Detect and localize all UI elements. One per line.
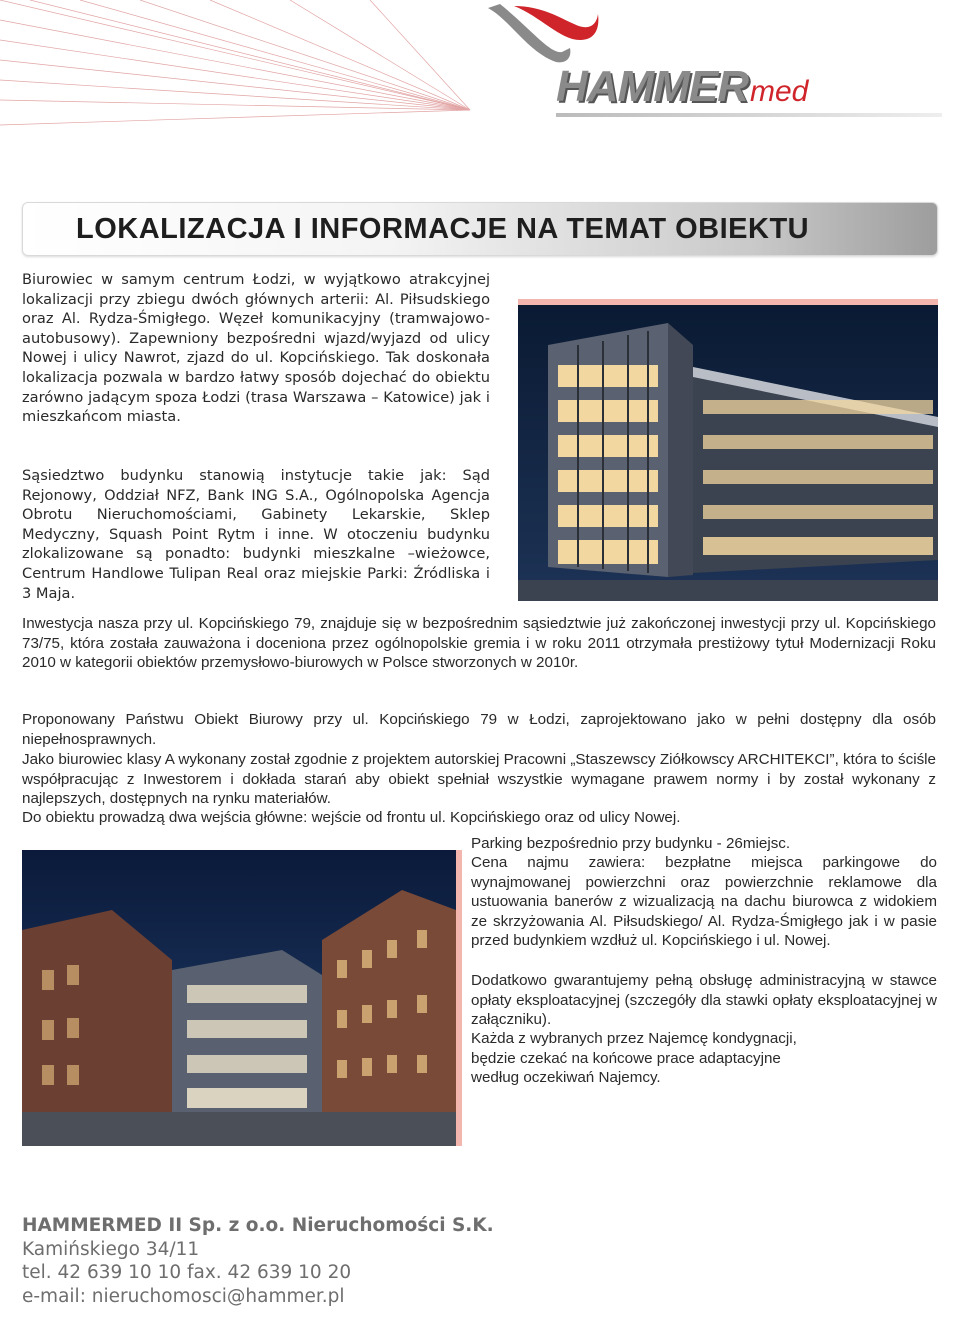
footer-phone: tel. 42 639 10 10 fax. 42 639 10 20 xyxy=(22,1262,352,1283)
footer-address: Kamińskiego 34/11 xyxy=(22,1238,200,1260)
building-photo-dusk xyxy=(22,850,456,1146)
page-title: LOKALIZACJA I INFORMACJE NA TEMAT OBIEKTU xyxy=(76,213,810,245)
location-paragraph: Biurowiec w samym centrum Łodzi, w wyjątkowo atrakcyjnej lokalizacji przy zbiegu dwóch głównych arterii: Al. Piłsudskiego oraz Al. Rydza-Śmigłego. Węzeł komunikacyjny (tramwajowo- autobusowy). Zapewniony bezpośredni wjazd/wyjazd od ulicy Nowej i ulicy Nawrot, zjazd do ul. Kopcińskiego. Tak doskonała lokalizacja pozwala w bardzo łatwy sposób dojechać do obiektu zarówno jadącym spoza Łodzi (trasa Warszawa – Katowice) jak i mieszkańcom miasta. xyxy=(22,271,490,426)
logo-underline xyxy=(556,113,942,117)
rent-paragraph: Cena najmu zawiera: bezpłatne miejsca parkingowe do wynajmowanej powierzchni oraz powierzchnie reklamowe dla ustuowania banerów z wizualizacją na dachu biurowca z widokiem ze skrzyżowania Al. Piłsudskiego/ Al. Rydza-Śmigłego jak i w pasie przed budynkiem wzdłuż ul. Kopcińskiego i ul. Nowej. xyxy=(471,854,937,950)
entrances-line: Do obiektu prowadzą dwa wejścia główne: wejście od frontu ul. Kopcińskiego oraz od ulicy Nowej. xyxy=(22,809,681,826)
logo-wordmark: HAMMER xyxy=(556,62,748,111)
adaptation-block xyxy=(471,1029,937,1088)
footer-email: e-mail: nieruchomosci@hammer.pl xyxy=(22,1285,345,1307)
class-a-paragraph: Jako biurowiec klasy A wykonany został zgodnie z projektem autorskiej Pracowni „Staszewscy Ziółkowscy ARCHITEKCI”, która to ściśle współpracując z Inwestorem i dokłada starań aby obiekt spełniał wszystkie wymagane prawem normy i by został wykonany z najlepszych, dostępnych na rynku materiałów. xyxy=(22,751,936,808)
accessibility-paragraph: Proponowany Państwu Obiekt Biurowy przy ul. Kopcińskiego 79 w Łodzi, zaprojektowano jako w pełni dostępny dla osób niepełnosprawnych. xyxy=(22,711,936,748)
building-photo-night xyxy=(518,305,938,601)
neighborhood-paragraph: Sąsiedztwo budynku stanowią instytucje takie jak: Sąd Rejonowy, Oddział NFZ, Bank ING S.A., Ogólnopolska Agencja Obrotu Nieruchomościami, Gabinety Lekarskie, Sklep Medyczny, Squash Point Rytm i inne. W otoczeniu budynku zlokalizowane są ponadto: budynki mieszkalne –wieżowce, Centrum Handlowe Tulipan Real oraz miejskie Parki: Źródliska i 3 Maja. xyxy=(22,467,490,602)
footer-contact xyxy=(22,1214,494,1308)
parking-line: Parking bezpośrednio przy budynku - 26miejsc. xyxy=(471,835,791,852)
adaptation-line: według oczekiwań Najemcy. xyxy=(471,1069,661,1087)
investment-paragraph: Inwestycja nasza przy ul. Kopcińskiego 79, znajduje się w bezpośrednim sąsiedztwie już zakończonej inwestycji przy ul. Kopcińskiego 73/75, która została zauważona i doceniona przez ogólnopolskie gremia i w roku 2011 otrzymała prestiżowy tytuł Modernizacji Roku 2010 w kategorii obiektów przemysłowo-biurowych w Polsce stworzonych w 2010r. xyxy=(22,615,936,672)
admin-paragraph: Dodatkowo gwarantujemy pełną obsługę administracyjną w stawce opłaty eksploatacyjnej (szczegóły dla stawki opłaty eksploatacyjnej w załączniku). xyxy=(471,972,937,1029)
footer-company: HAMMERMED II Sp. z o.o. Nieruchomości S.K. xyxy=(22,1215,494,1236)
logo-wordmark-accent: med xyxy=(749,75,809,108)
adaptation-line: Każda z wybranych przez Najemcę kondygnacji, xyxy=(471,1030,797,1047)
adaptation-line: będzie czekać na końcowe prace adaptacyjne xyxy=(471,1049,781,1067)
